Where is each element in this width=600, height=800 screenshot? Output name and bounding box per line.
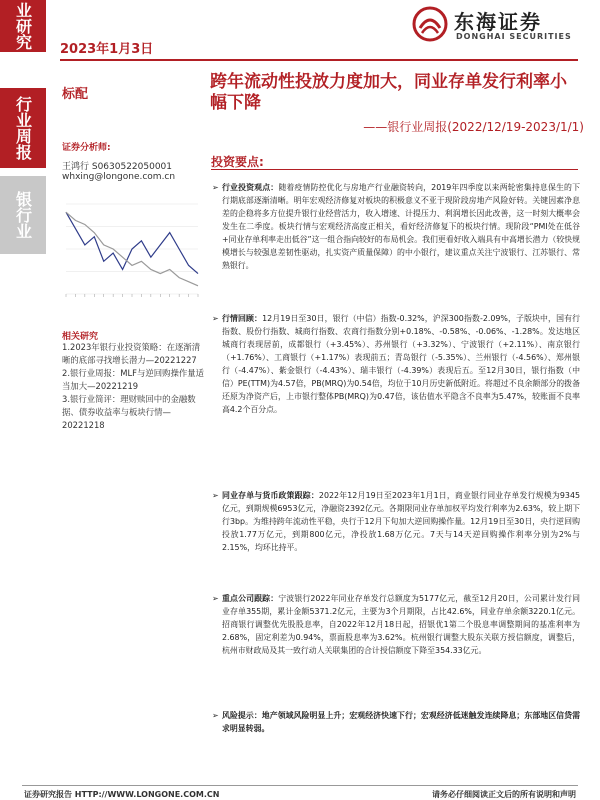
related-item[interactable]: 2.银行业周报：MLF与逆回购操作量适当加大—20221219: [62, 368, 204, 391]
highlights-title: 投资要点:: [211, 155, 264, 169]
highlight-lead: 同业存单与货币政策跟踪：: [222, 491, 319, 500]
highlight-lead: 行业投资观点：: [222, 183, 279, 192]
analyst-name: 王鸿行 S0630522050001: [62, 162, 173, 172]
chart-series-line-1: [66, 212, 198, 273]
related-item[interactable]: 1.2023年银行业投资策略：在逐渐清晰的底部寻找增长潜力—20221227: [62, 342, 201, 365]
related-research-title: 相关研究: [62, 332, 99, 342]
side-tab-banking: 银行业: [0, 176, 46, 254]
highlight-text: 宁波银行2022年同业存单发行总额度为5177亿元，截至12月20日，公司累计发行同业存单355期，累计金额5371.2亿元，主要为3个月期限，占比42.6%，同业存单余额3220.1亿元。招商银行调整优先股股息率，自2022年12月18日起，招银优1第二个股息率调整期间的基准利率为2.68%，固定利差为0.94%，票面股息率为3.62%。杭州银行调整大股东关联方授信额度，调整后，杭州市财政局及其一致行动人关联集团的合计授信额度下降至354.33亿元。: [222, 594, 580, 655]
logo-mark-icon: [412, 6, 448, 42]
triangle-bullet-icon: ➢: [212, 491, 219, 500]
highlight-text: 2022年12月19日至2023年1月1日，商业银行同业存单发行规模为9345亿元，到期规模6953亿元，净融资2392亿元。各期限同业存单加权平均发行利率为2.63%，较上期下行3bp。为维持跨年流动性平稳，央行于12月下旬加大逆回购操作量。12月19日至30日，央行逆回购投放1.77万亿元，到期800亿元，净投放1.68万亿元。7天与14天逆回购操作利率分别为2%与2.15%，均环比持平。: [222, 491, 580, 552]
footer-website[interactable]: 证券研究报告 HTTP://WWW.LONGONE.COM.CN: [24, 790, 220, 799]
related-item[interactable]: 3.银行业简评：理财赎回中的金融数据、债券收益率与板块行情—20221218: [62, 394, 196, 430]
highlight-lead: 重点公司跟踪：: [222, 594, 279, 603]
report-subtitle: ——银行业周报(2022/12/19-2023/1/1): [363, 120, 584, 134]
triangle-bullet-icon: ➢: [212, 314, 219, 323]
highlight-item: [212, 312, 580, 416]
company-logo: [412, 6, 582, 46]
highlight-text: 地产领域风险明显上升；宏观经济快速下行；宏观经济低迷触发连续降息；东部地区信贷需求明显转弱。: [222, 711, 580, 733]
highlight-lead: 行情回顾：: [222, 314, 263, 323]
highlight-item: [212, 181, 580, 272]
side-tab-industry-research: 业研究: [0, 0, 46, 52]
triangle-bullet-icon: ➢: [212, 183, 219, 192]
highlight-item-risk: [212, 709, 580, 735]
report-date: 2023年1月3日: [60, 42, 154, 57]
analyst-email[interactable]: whxing@longone.com.cn: [62, 172, 176, 182]
highlight-text: 随着疫情防控优化与房地产行业融资转向，2019年四季度以来两轮密集持息保生的下行期底部逐渐清晰。明年宏观经济修复对板块的积极意义不亚于现阶段房地产风险好转。关键因素净息差的企稳将多方位提升银行业经营活力，收入增速、计提压力、利润增长因此改善，这一时刻大概率会发生在二季度。板块行情与宏观经济高度正相关，看好经济修复下的板块行情。现阶段“PMI处在低谷+同业存单利率走出低谷”这一组合指向较好的布局机会。我们更看好收入端具有中高增长潜力（较快规模增长与较强息差韧性驱动，扎实资产质量保障）的中小银行，建议重点关注宁波银行、江苏银行、常熟银行。: [222, 183, 580, 270]
logo-english-name: DONGHAI SECURITIES: [456, 32, 572, 41]
footer-divider: [22, 785, 578, 786]
highlight-item: [212, 489, 580, 554]
report-title: 跨年流动性投放力度加大，同业存单发行利率小幅下降: [210, 72, 567, 113]
highlight-lead: 风险提示：: [222, 711, 262, 720]
triangle-bullet-icon: ➢: [212, 711, 219, 720]
header-divider: [60, 59, 578, 61]
triangle-bullet-icon: ➢: [212, 594, 219, 603]
industry-rating: 标配: [62, 87, 89, 102]
related-research-list: [62, 341, 204, 432]
footer-disclaimer: 请务必仔细阅读正文后的所有说明和声明: [432, 790, 576, 799]
side-tab-weekly: 行业周报: [0, 88, 46, 168]
highlight-text: 12月19日至30日，银行（中信）指数-0.32%，沪深300指数-2.09%，子版块中，国有行指数、股份行指数、城商行指数、农商行指数分别+0.18%、-0.58%、-0.06%、-1.28%。发达地区城商行表现居前，成都银行（+3.45%）、苏州银行（+3.32%）、宁波银行（+2.11%）、南京银行（+1.76%）、工商银行（+1.17%）表现前五；青岛银行（-5.35%）、兰州银行（-4.56%）、郑州银行（-4.47%）、紫金银行（-4.43%）、瑞丰银行（-4.39%）表现后五。至12月30日，银行指数（中信）PE(TTM)为4.57倍，PB(MRQ)为0.54倍，均位于10月历史新低附近。将超过不良余额部分的拨备还原为净资产后，上市银行整体PB(MRQ)为0.47倍，该估值水平隐含不良率为5.47%，较账面不良率高4.2个百分点。: [222, 314, 580, 414]
logo-chinese-name: 东海证券: [454, 10, 542, 34]
analyst-section-title: 证券分析师:: [62, 143, 111, 153]
highlight-item: [212, 592, 580, 657]
highlights-divider: [211, 169, 578, 170]
performance-chart: [60, 196, 202, 312]
